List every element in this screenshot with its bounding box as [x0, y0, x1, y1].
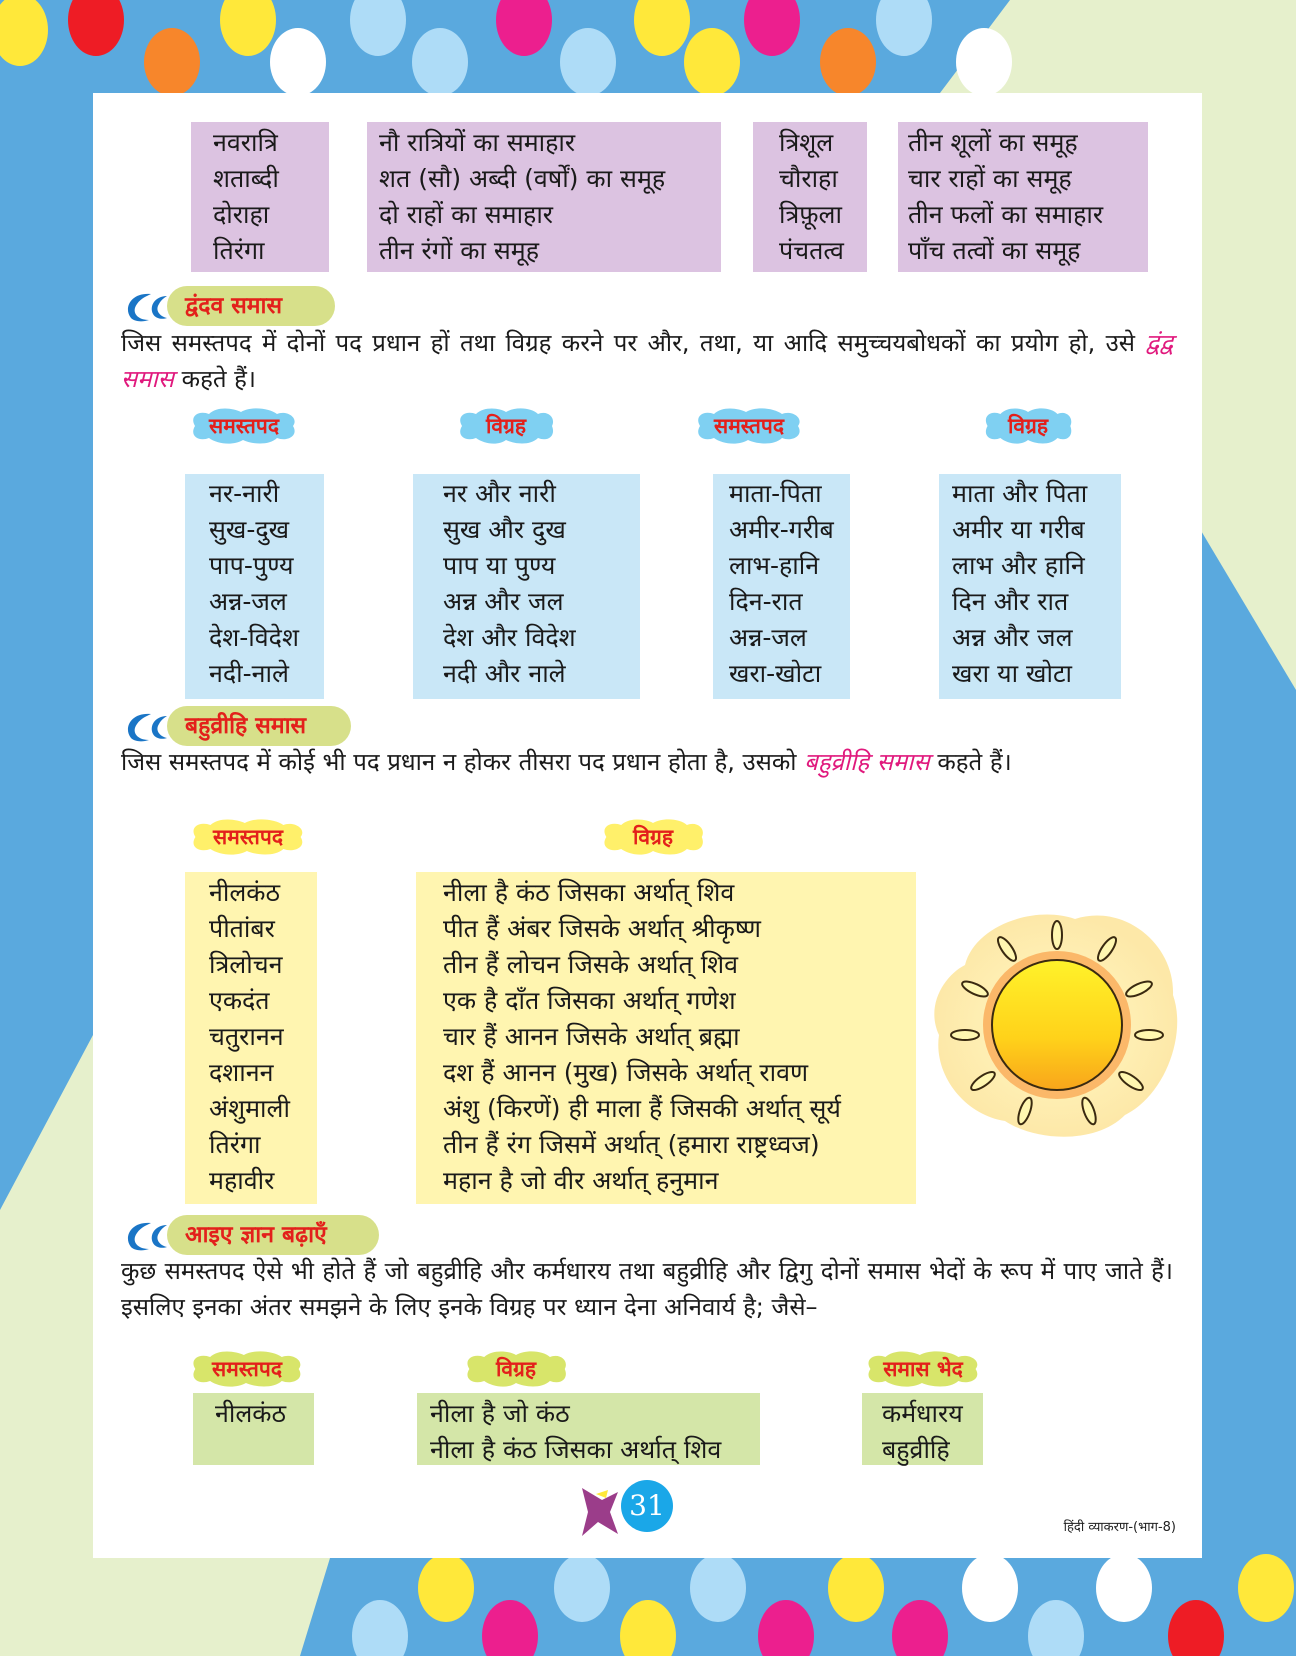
list-item: पाप-पुण्य — [209, 551, 294, 580]
list-item: त्रिशूल — [779, 128, 834, 157]
swoosh-icon — [121, 710, 171, 744]
list-item: अंशु (किरणें) ही माला हैं जिसकी अर्थात् सूर्य — [443, 1094, 841, 1123]
list-item: पंचतत्व — [779, 236, 844, 265]
gyan-types — [862, 1393, 983, 1465]
list-item: चौराहा — [779, 164, 838, 193]
list-item: बहुव्रीहि — [882, 1435, 950, 1464]
list-item: दिन और रात — [952, 587, 1069, 616]
swoosh-icon — [121, 290, 171, 324]
label-samas-bhed: समास भेद — [864, 1349, 982, 1389]
list-item: अमीर या गरीब — [952, 515, 1085, 544]
list-item: पीत हैं अंबर जिसके अर्थात् श्रीकृष्ण — [443, 914, 761, 943]
list-item: नर और नारी — [443, 479, 556, 508]
list-item: अन्न और जल — [952, 623, 1073, 652]
list-item: दिन-रात — [729, 587, 803, 616]
list-item: नदी-नाले — [209, 659, 289, 688]
gyan-meanings — [417, 1393, 760, 1465]
list-item: नीला है कंठ जिसका अर्थात् शिव — [430, 1435, 722, 1464]
label-samastpad: समस्तपद — [189, 1349, 305, 1389]
section-heading-bahuvrihi: बहुव्रीहि समास — [167, 706, 351, 746]
list-item: सुख और दुख — [443, 515, 566, 544]
label-samastpad: समस्तपद — [189, 817, 307, 857]
dvandva-col-samastpad-2 — [713, 474, 850, 699]
label-samastpad: समस्तपद — [189, 406, 299, 446]
label-vigrah: विग्रह — [982, 406, 1074, 446]
bahuvrihi-definition: जिस समस्तपद में कोई भी पद प्रधान न होकर तीसरा पद प्रधान होता है, उसको बहुव्रीहि समास कहते हैं। — [121, 748, 1012, 776]
list-item: लाभ-हानि — [729, 551, 820, 580]
list-item: पीतांबर — [209, 914, 275, 943]
list-item: नदी और नाले — [443, 659, 566, 688]
table-right-words — [753, 122, 867, 272]
list-item: अन्न और जल — [443, 587, 564, 616]
list-item: महान है जो वीर अर्थात् हनुमान — [443, 1166, 719, 1195]
list-item: शताब्दी — [213, 164, 279, 193]
bahuvrihi-meanings — [416, 872, 916, 1204]
list-item: तीन हैं लोचन जिसके अर्थात् शिव — [443, 950, 739, 979]
book-footer: हिंदी व्याकरण-(भाग-8) — [1063, 1520, 1176, 1535]
dvandva-col-vigrah-1 — [413, 474, 640, 699]
swoosh-icon — [121, 1219, 171, 1253]
label-vigrah: विग्रह — [463, 1349, 569, 1389]
list-item: एकदंत — [209, 986, 270, 1015]
list-item: देश-विदेश — [209, 623, 299, 652]
table-left-meanings — [367, 122, 721, 272]
page-content — [93, 93, 1202, 1558]
list-item: नर-नारी — [209, 479, 280, 508]
dvandva-col-vigrah-2 — [939, 474, 1121, 699]
list-item: तीन रंगों का समूह — [379, 236, 540, 265]
list-item: माता और पिता — [952, 479, 1088, 508]
list-item: एक है दाँत जिसका अर्थात् गणेश — [443, 986, 736, 1015]
label-samastpad: समस्तपद — [694, 406, 804, 446]
list-item: दश हैं आनन (मुख) जिसके अर्थात् रावण — [443, 1058, 809, 1087]
list-item: खरा-खोटा — [729, 659, 822, 688]
list-item: नीलकंठ — [215, 1399, 287, 1428]
list-item: तीन शूलों का समूह — [908, 128, 1078, 157]
section-heading-gyan: आइए ज्ञान बढ़ाएँ — [167, 1215, 379, 1255]
dvandva-col-samastpad-1 — [185, 474, 324, 699]
bahuvrihi-words — [185, 872, 317, 1204]
list-item: नीलकंठ — [209, 878, 281, 907]
list-item: दोराहा — [213, 200, 270, 229]
dvandva-definition: जिस समस्तपद में दोनों पद प्रधान हों तथा विग्रह करने पर और, तथा, या आदि समुच्चयबोधकों का प्रयोग हो, उसे द्वंद्व समास कहते हैं। — [121, 329, 1173, 393]
list-item: कर्मधारय — [882, 1399, 963, 1428]
list-item: त्रिलोचन — [209, 950, 283, 979]
list-item: चार हैं आनन जिसके अर्थात् ब्रह्मा — [443, 1022, 740, 1051]
list-item: खरा या खोटा — [952, 659, 1073, 688]
list-item: तीन हैं रंग जिसमें अर्थात् (हमारा राष्ट्रध्वज) — [443, 1130, 820, 1159]
section-heading-dvandva: द्वंदव समास — [167, 286, 335, 326]
list-item: अंशुमाली — [209, 1094, 290, 1123]
list-item: माता-पिता — [729, 479, 822, 508]
table-left-words — [191, 122, 329, 272]
list-item: देश और विदेश — [443, 623, 576, 652]
gyan-word — [193, 1393, 314, 1465]
page-number: 31 — [621, 1480, 673, 1532]
label-vigrah: विग्रह — [600, 817, 706, 857]
list-item: नीला है कंठ जिसका अर्थात् शिव — [443, 878, 735, 907]
table-right-meanings — [898, 122, 1148, 272]
list-item: चार राहों का समूह — [908, 164, 1072, 193]
bookmark-icon — [578, 1486, 622, 1538]
list-item: नवरात्रि — [213, 128, 278, 157]
list-item: महावीर — [209, 1166, 275, 1195]
list-item: अमीर-गरीब — [729, 515, 834, 544]
list-item: सुख-दुख — [209, 515, 290, 544]
list-item: तिरंगा — [209, 1130, 261, 1159]
list-item: दो राहों का समाहार — [379, 200, 554, 229]
list-item: शत (सौ) अब्दी (वर्षों) का समूह — [379, 164, 666, 193]
gyan-paragraph: कुछ समस्तपद ऐसे भी होते हैं जो बहुव्रीहि और कर्मधारय तथा बहुव्रीहि और द्विगु दोनों समास भेदों के रूप में पाए जाते हैं। इसलिए इनका अंतर समझने के लिए इनके विग्रह पर ध्यान देना अनिवार्य है; जैसे– — [121, 1257, 1173, 1321]
list-item: चतुरानन — [209, 1022, 284, 1051]
list-item: पाप या पुण्य — [443, 551, 556, 580]
list-item: त्रिफ़ूला — [779, 200, 842, 229]
list-item: दशानन — [209, 1058, 274, 1087]
list-item: पाँच तत्वों का समूह — [908, 236, 1081, 265]
sun-illustration — [925, 905, 1187, 1145]
list-item: लाभ और हानि — [952, 551, 1085, 580]
list-item: अन्न-जल — [729, 623, 807, 652]
list-item: तिरंगा — [213, 236, 265, 265]
list-item: नौ रात्रियों का समाहार — [379, 128, 576, 157]
list-item: नीला है जो कंठ — [430, 1399, 570, 1428]
label-vigrah: विग्रह — [456, 406, 556, 446]
list-item: अन्न-जल — [209, 587, 287, 616]
list-item: तीन फलों का समाहार — [908, 200, 1104, 229]
